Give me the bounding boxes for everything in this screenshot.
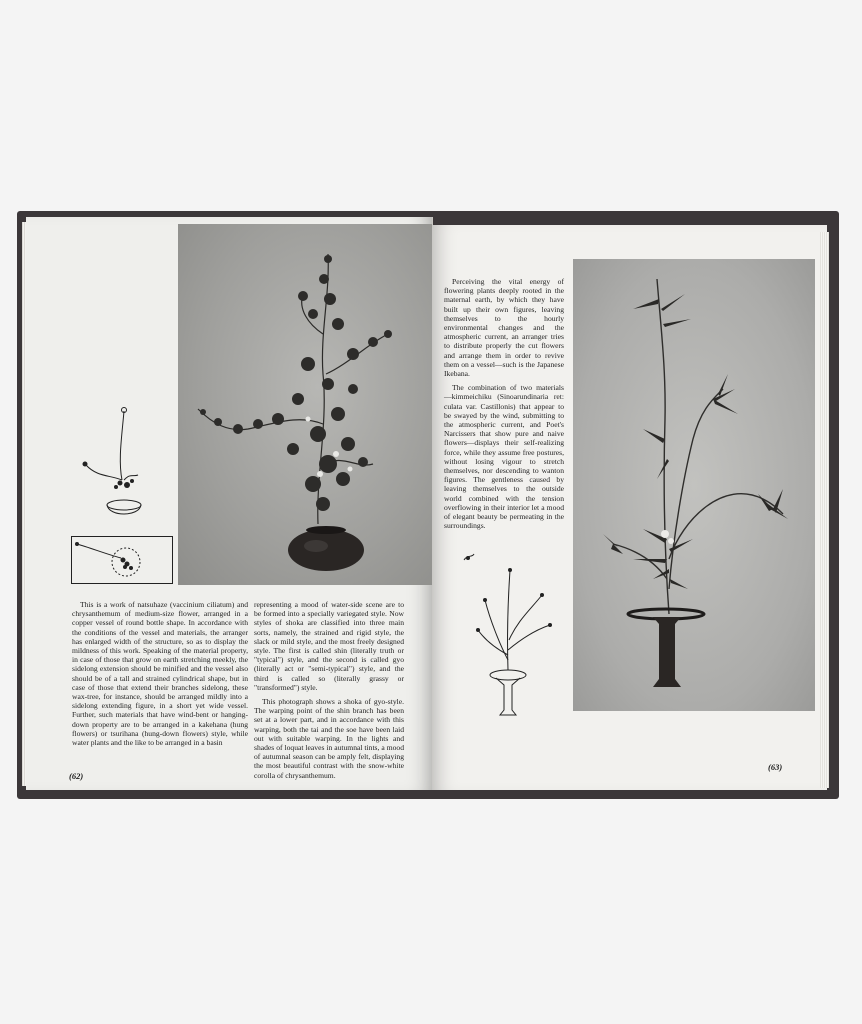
paragraph: This photograph shows a shoka of gyo-style. The warping point of the shin branch has been set at a lower part, and in accordance with this warping, both the tai and the soe have been laid out with suitable warping. In the lights and shades of loquat leaves in autumnal tints, a mood of autumnal season can be amply felt, displaying the most beautiful contrast with the snow-white corolla of chrysanthemum. — [254, 697, 404, 780]
page-number-left: (62) — [69, 771, 84, 781]
photo-bamboo-arrangement-right — [573, 259, 815, 711]
sketch-arrangement-side-view — [72, 405, 147, 525]
right-text-column — [444, 277, 564, 535]
sketch-arrangement-top-view — [71, 536, 174, 585]
page-number-right: (63) — [768, 762, 783, 772]
sketch-bamboo-arrangement — [460, 550, 560, 720]
paragraph: This is a work of natsuhaze (vaccinium ciliatum) and chrysanthemum of medium-size flower, arranged in a copper vessel of round bottle shape. In accordance with the conditions of the vessel and materials, the arranger has enlarged width of the structure, so as to display the mildness of this work. Speaking of the material property, in case of those that grow on earth stretching meekly, the sidelong extension should be minified and the vessel also should be of a tall and strained cylindrical shape, but in case of those that extend their branches sidelong, these wax-tree, for instance, should be arranged mildly into a sidelong extending figure, in a short yet wide vessel. Further, such materials that have wind-bent or hanging-down property are to be arranged in a kakehana (hung flowers) or tsurihana (hung-down flowers) style, while water plants and the like to be arranged in a basin — [72, 600, 248, 748]
page-edges-right — [820, 232, 829, 788]
left-text-column-1 — [72, 600, 248, 752]
left-text-column-2 — [254, 600, 404, 785]
paragraph: The combination of two materials —kimmeichiku (Sinoarundinaria ret: culata var. Castillonis) that appear to be swayed by the wind, submitting to the atmospheric current, and Poet's Narcissers that show pure and naive flowers—displays their self-realizing force, while they assume free postures, without losing vigour to stretch themselves, nor descending to wanton figures. The gentleness caused by leaving themselves to the outside world combined with the tension overflowing in their interior let a mood of elegant beauty be permeating in the surroundings. — [444, 383, 564, 531]
photo-flower-arrangement-left — [178, 224, 432, 585]
paragraph: representing a mood of water-side scene are to be formed into a specially variegated style. Now styles of shoka are classified into three main sorts, namely, the strained and rigid style, the slack or mild style, and the most freely designed style. The first is called shin (literally truth or "typical") style, and the second is called gyo (literally act or "semi-typical") style, and the third is called so (literally grassy or "transformed") style. — [254, 600, 404, 692]
paragraph: Perceiving the vital energy of flowering plants deeply rooted in the maternal earth, by which they have built up their own figures, leaving themselves to the hourly environmental changes and the atmospheric current, an arranger tries to distribute properly the cut flowers and arrange them in order to revive them on a vessel—such is the Japanese Ikebana. — [444, 277, 564, 379]
